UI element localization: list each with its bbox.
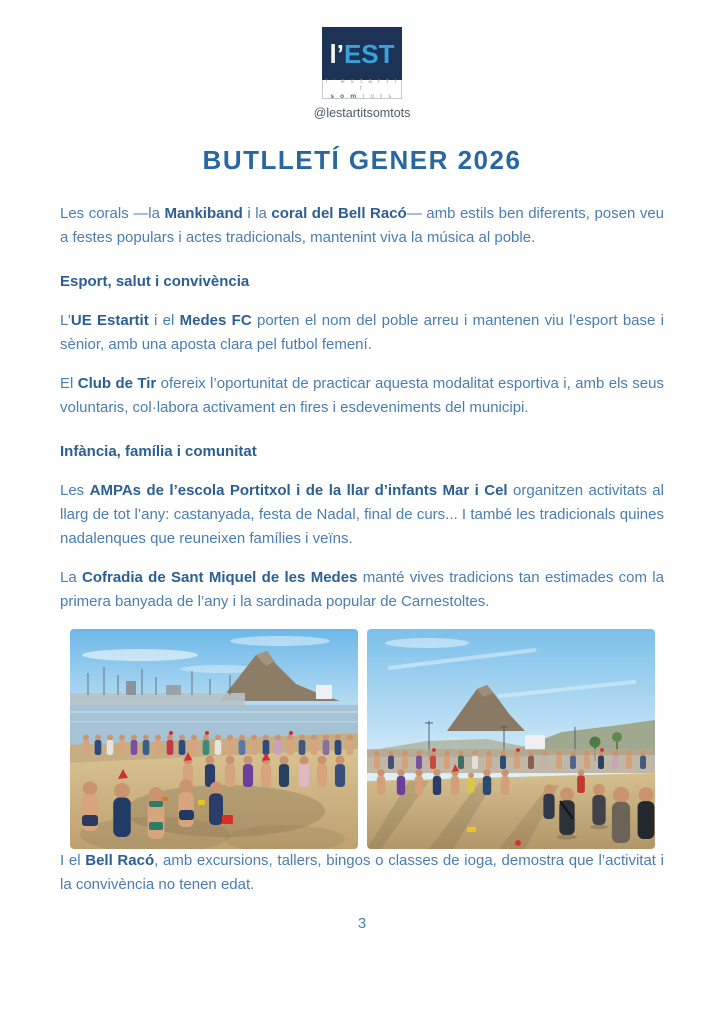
distant-crowd-band [367, 749, 655, 773]
text-segment: L’ [60, 312, 71, 329]
photo-right-banyada [367, 629, 655, 849]
paragraph-cofradia [60, 566, 664, 614]
paragraph-bell-raco [60, 849, 664, 897]
bold-mankiband: Mankiband [164, 205, 243, 222]
text-segment: porten el nom del poble arreu i mantenen viu l’esport base i sènior, amb una aposta clara pel futbol femení. [60, 312, 664, 353]
red-bucket [222, 815, 233, 824]
white-van [525, 735, 545, 750]
orange-toy [162, 797, 168, 801]
bold-ampas: AMPAs de l’escola Portitxol i de la llar d’infants Mar i Cel [89, 482, 508, 499]
section-heading-infancia: Infància, família i comunitat [60, 443, 257, 460]
text-segment: La [60, 569, 83, 586]
crowd-mid-row [182, 752, 344, 787]
text-segment: i el [148, 312, 180, 329]
text-segment: i la [242, 205, 272, 222]
bold-bell-raco: Bell Racó [85, 852, 155, 869]
logo-est-text: EST [343, 38, 395, 69]
article-body [0, 202, 724, 897]
logo-l-prefix: l’ [329, 38, 344, 69]
sand [367, 773, 655, 849]
logo-tagline-som: s o m [330, 92, 359, 100]
logo-tagline-line1: l ’ e s t a r t i t [325, 77, 399, 93]
logo-tagline [322, 77, 402, 100]
beach-scene-right-illustration [367, 629, 655, 849]
text-segment: manté vives tradicions tan estimades com la primera banyada de l’any i la sardinada popular de Carnestoltes. [60, 569, 664, 610]
section-heading-esport: Esport, salut i convivència [60, 273, 250, 290]
text-segment: Les [60, 482, 90, 499]
header [0, 0, 724, 120]
text-segment: organitzen activitats al llarg de tot l’any: castanyada, festa de Nadal, final de curs... I també les tradicionals quines nadalenques que reuneixen famílies i veïns. [60, 482, 664, 547]
bold-coral-bell-raco: coral del Bell Racó [271, 205, 407, 222]
text-segment: Les corals —la [60, 205, 165, 222]
yellow-spade [467, 827, 476, 832]
paragraph-corals [60, 202, 664, 250]
page-title: BUTLLETÍ GENER 2026 [202, 145, 522, 175]
logo-tagline-tots: t o t s [358, 92, 394, 100]
bold-medes-fc: Medes FC [179, 312, 252, 329]
yellow-toy [198, 800, 205, 805]
paragraph-club-tir [60, 372, 664, 420]
text-segment: ofereix l’oportunitat de practicar aquesta modalitat esportiva i, amb els seus voluntaris, col·labora activament en fires i esdeveniments del municipi. [60, 375, 664, 416]
social-handle: @lestartitsomtots [313, 106, 411, 120]
lest-logo [322, 27, 402, 99]
photo-row [60, 629, 664, 849]
text-segment: El [60, 375, 78, 392]
bold-ue-estartit: UE Estartit [70, 312, 149, 329]
text-segment: — amb estils ben diferents, posen veu a festes populars i actes tradicionals, mantenint viva la música al poble. [60, 205, 665, 246]
photo-left-banyada [70, 629, 358, 849]
page-number: 3 [357, 915, 367, 932]
bold-club-de-tir: Club de Tir [77, 375, 157, 392]
red-toy [515, 840, 521, 846]
paragraph-ampas [60, 479, 664, 551]
paragraph-futbol [60, 309, 664, 357]
beach-scene-left-illustration [70, 629, 358, 849]
text-segment: , amb excursions, tallers, bingos o classes de ioga, demostra que l’activitat i la convivència no tenen edat. [60, 852, 665, 893]
bold-cofradia: Cofradia de Sant Miquel de les Medes [82, 569, 358, 586]
text-segment: I el [60, 852, 86, 869]
logo-tagline-line2 [330, 93, 393, 100]
logo-wordmark [322, 27, 402, 80]
